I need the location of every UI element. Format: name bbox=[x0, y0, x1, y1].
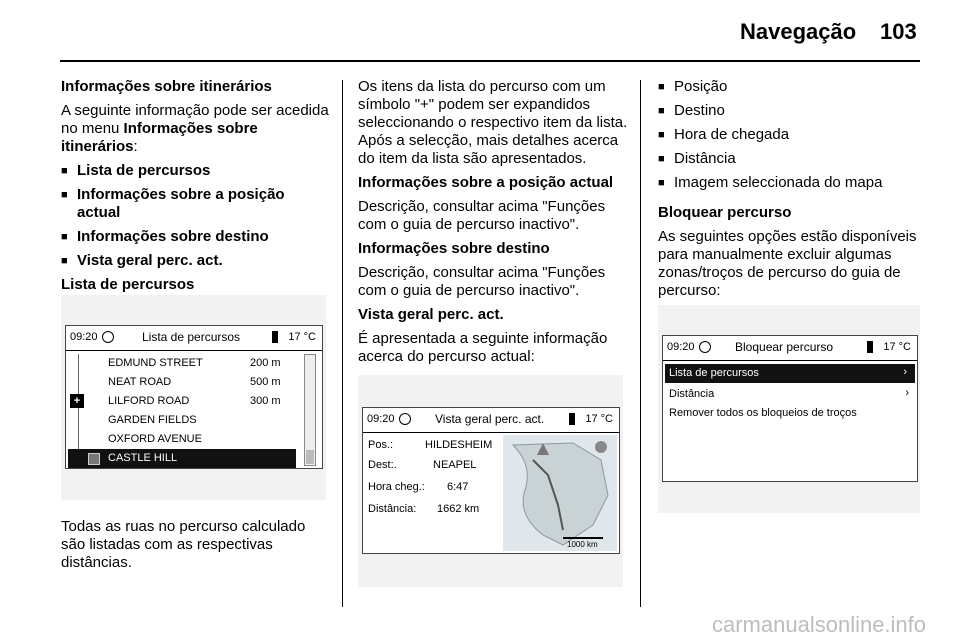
screen-top-bar bbox=[363, 408, 619, 433]
street-name: EDMUND STREET bbox=[108, 357, 203, 369]
clock-icon bbox=[699, 341, 711, 353]
column-3 bbox=[658, 78, 923, 306]
thermometer-icon bbox=[272, 331, 278, 343]
column-divider-1 bbox=[342, 80, 343, 607]
list-row[interactable] bbox=[66, 392, 322, 411]
screen-body bbox=[66, 351, 322, 468]
clock-icon bbox=[399, 413, 411, 425]
clock-time: 09:20 bbox=[70, 331, 98, 343]
thermometer-icon bbox=[569, 413, 575, 425]
clock-time: 09:20 bbox=[667, 341, 695, 353]
menu-item-selected[interactable] bbox=[665, 364, 915, 383]
display-screen bbox=[65, 325, 323, 469]
display-screen bbox=[662, 335, 918, 482]
menu-item-label: Lista de percursos bbox=[669, 367, 759, 379]
paragraph: É apresentada a seguinte informação acerca do percurso actual: bbox=[358, 330, 608, 365]
page-number: 103 bbox=[880, 19, 917, 44]
bullet-item: ■ Hora de chegada bbox=[658, 126, 923, 144]
route-map[interactable] bbox=[503, 435, 617, 551]
destination-flag-icon bbox=[88, 453, 100, 465]
display-screen bbox=[362, 407, 620, 554]
column-2 bbox=[358, 78, 628, 372]
info-value: 1662 km bbox=[437, 503, 480, 515]
bullet-item: ■ Imagem seleccionada do mapa bbox=[658, 174, 923, 192]
bullet-item: ■ Lista de percursos bbox=[61, 162, 331, 180]
temperature: 17 °C bbox=[585, 413, 613, 425]
screen-body bbox=[363, 433, 619, 553]
chevron-right-icon: › bbox=[905, 387, 909, 399]
menu-item[interactable] bbox=[663, 385, 917, 404]
map-image bbox=[503, 435, 617, 551]
bullet-item: ■ Posição bbox=[658, 78, 923, 96]
list-row-selected[interactable] bbox=[68, 449, 296, 468]
bullet-item: ■ Informações sobre destino bbox=[61, 228, 331, 246]
bullet-item: ■ Vista geral perc. act. bbox=[61, 252, 331, 270]
list-row[interactable] bbox=[66, 354, 322, 373]
header-rule bbox=[60, 60, 920, 62]
scrollbar-thumb[interactable] bbox=[306, 450, 314, 464]
thermometer-icon bbox=[867, 341, 873, 353]
screen-title: Bloquear percurso bbox=[735, 340, 834, 354]
chevron-right-icon: › bbox=[903, 366, 907, 378]
info-value: NEAPEL bbox=[433, 459, 477, 471]
screenshot-frame bbox=[658, 305, 920, 513]
menu-item[interactable] bbox=[663, 404, 917, 423]
bullet-item: ■ Destino bbox=[658, 102, 923, 120]
screen-title: Lista de percursos bbox=[142, 330, 241, 344]
clock-icon bbox=[102, 331, 114, 343]
list-row[interactable] bbox=[66, 411, 322, 430]
list-row[interactable] bbox=[66, 430, 322, 449]
temperature: 17 °C bbox=[883, 341, 911, 353]
menu-item-label: Remover todos os bloqueios de troços bbox=[669, 407, 857, 419]
temperature: 17 °C bbox=[288, 331, 316, 343]
intro-text: A seguinte informação pode ser acedida no menu bbox=[61, 102, 329, 137]
menu-item-label: Distância bbox=[669, 388, 715, 400]
screen-title: Vista geral perc. act. bbox=[435, 412, 545, 426]
screen-top-bar bbox=[663, 336, 917, 361]
paragraph: Os itens da lista do percurso com um símbolo "+" podem ser expandidos seleccionando o respectivo item da lista. Após a selecção, mais detalhes acerca do item da lista são apresentados. bbox=[358, 78, 628, 167]
street-name: CASTLE HILL bbox=[108, 452, 178, 464]
info-label: Dest:. bbox=[368, 459, 397, 471]
column-divider-2 bbox=[640, 80, 641, 607]
bullet-item: ■ Distância bbox=[658, 150, 923, 168]
info-value: 6:47 bbox=[447, 481, 469, 493]
section-heading: Bloquear percurso bbox=[658, 204, 792, 221]
section-heading: Informações sobre destino bbox=[358, 240, 550, 257]
street-distance: 500 m bbox=[250, 376, 281, 388]
clock-time: 09:20 bbox=[367, 413, 395, 425]
paragraph: Descrição, consultar acima "Funções com o guia de percurso inactivo". bbox=[358, 198, 606, 233]
info-value: HILDESHEIM bbox=[425, 439, 493, 451]
watermark: carmanualsonline.info bbox=[712, 612, 927, 637]
screen-body bbox=[663, 361, 917, 481]
section-heading: Vista geral perc. act. bbox=[358, 306, 504, 323]
street-name: LILFORD ROAD bbox=[108, 395, 190, 407]
section-heading: Informações sobre itinerários bbox=[61, 78, 272, 95]
scrollbar[interactable] bbox=[304, 354, 316, 466]
section-heading: Lista de percursos bbox=[61, 276, 195, 293]
screenshot-frame bbox=[61, 295, 326, 500]
bullet-item: ■ Informações sobre a posição actual bbox=[61, 186, 331, 222]
menu-name: Informações sobre itinerários bbox=[61, 120, 258, 155]
street-distance: 200 m bbox=[250, 357, 281, 369]
section-heading: Informações sobre a posição actual bbox=[358, 174, 614, 191]
info-label: Distância: bbox=[368, 503, 417, 515]
screenshot-frame bbox=[358, 375, 623, 587]
map-scale-bar bbox=[563, 537, 603, 539]
closing-paragraph: Todas as ruas no percurso calculado são listadas com as respectivas distâncias. bbox=[61, 518, 306, 571]
street-name: OXFORD AVENUE bbox=[108, 433, 202, 445]
list-row[interactable] bbox=[66, 373, 322, 392]
info-label: Pos.: bbox=[368, 439, 394, 451]
street-distance: 300 m bbox=[250, 395, 281, 407]
intro-end: : bbox=[133, 138, 138, 155]
paragraph: As seguintes opções estão disponíveis para manualmente excluir algumas zonas/troços de percurso do guia de percurso: bbox=[658, 228, 917, 299]
info-label: Hora cheg.: bbox=[368, 481, 425, 493]
screen-top-bar bbox=[66, 326, 322, 351]
street-name: NEAT ROAD bbox=[108, 376, 172, 388]
map-scale-label: 1000 km bbox=[567, 540, 598, 549]
page-header-title: Navegação bbox=[740, 19, 857, 44]
intro-paragraph bbox=[61, 102, 331, 156]
paragraph: Descrição, consultar acima "Funções com o guia de percurso inactivo". bbox=[358, 264, 606, 299]
street-name: GARDEN FIELDS bbox=[108, 414, 197, 426]
column-1 bbox=[61, 78, 331, 300]
expand-icon[interactable]: + bbox=[70, 394, 84, 408]
